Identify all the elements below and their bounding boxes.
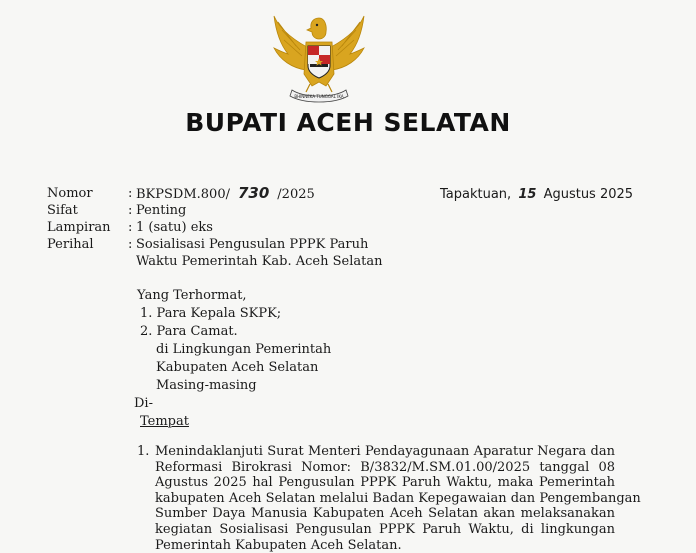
- addressee-di: Di-: [134, 396, 153, 411]
- paragraph-line: Menindaklanjuti Surat Menteri Pendayagunaan Aparatur Negara dan: [155, 444, 615, 459]
- sifat-value: Penting: [136, 203, 187, 218]
- dateline-place: Tapaktuan,: [440, 187, 512, 202]
- paragraph-line: kegiatan Sosialisasi Pengusulan PPPK Paruh Waktu, di lingkungan: [155, 521, 615, 537]
- addressee-line-5: Masing-masing: [156, 378, 257, 393]
- paragraph-number: 1.: [137, 444, 150, 459]
- lampiran-colon: :: [128, 220, 133, 235]
- emblem-motto: BHINNEKA TUNGGAL IKA: [294, 94, 344, 99]
- body-paragraph-1: [137, 444, 641, 553]
- dateline: [440, 187, 633, 202]
- paragraph-line: Sumber Daya Manusia Kabupaten Aceh Selatan akan melaksanakan: [155, 506, 615, 522]
- addressee-item-2: 2. Para Camat.: [140, 324, 238, 339]
- nomor-prefix: BKPSDM.800/: [136, 187, 230, 202]
- sifat-colon: :: [128, 203, 133, 218]
- paragraph-line: Pemerintah Kabupaten Aceh Selatan.: [155, 537, 402, 553]
- dateline-month-year: Agustus 2025: [543, 187, 634, 202]
- perihal-value-line2: Waktu Pemerintah Kab. Aceh Selatan: [136, 254, 383, 269]
- garuda-pancasila-emblem-icon: [266, 12, 372, 104]
- perihal-label: Perihal: [47, 237, 94, 252]
- perihal-value-line1: Sosialisasi Pengusulan PPPK Paruh: [136, 237, 369, 252]
- paragraph-line: Reformasi Birokrasi Nomor: B/3832/M.SM.01.00/2025 tanggal 08: [155, 459, 615, 475]
- dateline-day: 15: [518, 187, 537, 202]
- paragraph-text: [155, 444, 641, 553]
- addressee-line-4: Kabupaten Aceh Selatan: [156, 360, 319, 375]
- nomor-value: [136, 185, 315, 203]
- perihal-colon: :: [128, 237, 133, 252]
- page-title: BUPATI ACEH SELATAN: [185, 108, 511, 137]
- paragraph-line: kabupaten Aceh Selatan melalui Badan Kepegawaian dan Pengembangan: [155, 490, 641, 506]
- addressee-line-3: di Lingkungan Pemerintah: [156, 342, 332, 357]
- sifat-label: Sifat: [47, 203, 78, 218]
- addressee-greeting: Yang Terhormat,: [137, 288, 247, 303]
- nomor-label: Nomor: [47, 186, 93, 201]
- lampiran-label: Lampiran: [47, 220, 111, 235]
- addressee-item-1: 1. Para Kepala SKPK;: [140, 306, 282, 321]
- nomor-handwritten: 730: [237, 184, 270, 202]
- nomor-suffix: /2025: [277, 187, 315, 202]
- addressee-block: [134, 287, 332, 431]
- addressee-tempat: Tempat: [140, 414, 189, 429]
- lampiran-value: 1 (satu) eks: [136, 220, 213, 235]
- nomor-colon: :: [128, 186, 133, 201]
- paragraph-line: Agustus 2025 hal Pengusulan PPPK Paruh Waktu, maka Pemerintah: [155, 475, 615, 491]
